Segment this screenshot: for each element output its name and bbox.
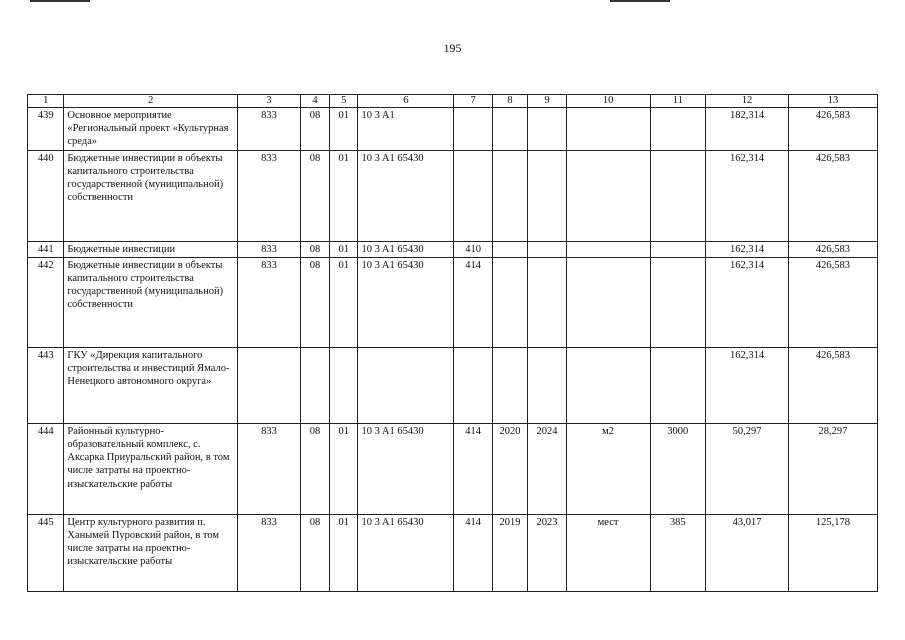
cell-col10: мест [566, 514, 650, 591]
cell-col9 [528, 241, 566, 257]
row-name: Районный культурно-образовательный комплекс, с. Аксарка Приуральский район, в том числе затраты на проектно-изыскательские работы [64, 423, 238, 514]
cell-col7 [454, 347, 492, 423]
cell-col4: 08 [300, 108, 329, 151]
column-header: 10 [566, 95, 650, 108]
table-row [28, 150, 878, 241]
page-number: 195 [443, 41, 462, 55]
column-header: 5 [330, 95, 358, 108]
row-number: 445 [28, 514, 64, 591]
cell-col4: 08 [300, 423, 329, 514]
column-header: 1 [28, 95, 64, 108]
cell-col5: 01 [330, 257, 358, 347]
cell-col10 [566, 257, 650, 347]
column-header: 4 [300, 95, 329, 108]
column-header: 2 [64, 95, 238, 108]
cell-col12: 43,017 [706, 514, 789, 591]
row-name: Бюджетные инвестиции в объекты капитального строительства государственной (муниципальной) собственности [64, 150, 238, 241]
cell-col8 [492, 347, 527, 423]
cell-col9: 2023 [528, 514, 566, 591]
cell-col13: 426,583 [788, 150, 877, 241]
cell-col11 [650, 257, 706, 347]
cell-col4 [300, 347, 329, 423]
table-row [28, 257, 878, 347]
cell-col9: 2024 [528, 423, 566, 514]
cell-col10: м2 [566, 423, 650, 514]
row-number: 444 [28, 423, 64, 514]
column-header: 13 [788, 95, 877, 108]
cell-col6: 10 3 A1 65430 [358, 514, 454, 591]
cell-col9 [528, 150, 566, 241]
cell-col5: 01 [330, 150, 358, 241]
row-name: Основное мероприятие «Региональный проект «Культурная среда» [64, 108, 238, 151]
cell-col13: 426,583 [788, 257, 877, 347]
cell-col12: 162,314 [706, 257, 789, 347]
cell-col11 [650, 347, 706, 423]
cell-col9 [528, 108, 566, 151]
cell-col12: 162,314 [706, 241, 789, 257]
cell-col12: 182,314 [706, 108, 789, 151]
cell-col10 [566, 347, 650, 423]
cell-col7: 414 [454, 423, 492, 514]
cell-col11: 3000 [650, 423, 706, 514]
cell-col4: 08 [300, 150, 329, 241]
row-number: 442 [28, 257, 64, 347]
cell-col6: 10 3 A1 [358, 108, 454, 151]
cell-col12: 162,314 [706, 347, 789, 423]
row-name: ГКУ «Дирекция капитального строительства и инвестиций Ямало-Ненецкого автономного округа» [64, 347, 238, 423]
cell-col3 [238, 347, 301, 423]
cell-col11 [650, 241, 706, 257]
row-number: 440 [28, 150, 64, 241]
column-header: 9 [528, 95, 566, 108]
column-header: 8 [492, 95, 527, 108]
cell-col3: 833 [238, 241, 301, 257]
cell-col13: 426,583 [788, 241, 877, 257]
column-header: 7 [454, 95, 492, 108]
cell-col5: 01 [330, 514, 358, 591]
top-rule-left [30, 0, 90, 2]
column-header: 6 [358, 95, 454, 108]
cell-col5: 01 [330, 423, 358, 514]
cell-col6 [358, 347, 454, 423]
cell-col10 [566, 241, 650, 257]
top-rule-right [610, 0, 670, 2]
cell-col9 [528, 347, 566, 423]
cell-col5: 01 [330, 108, 358, 151]
row-name: Бюджетные инвестиции в объекты капитального строительства государственной (муниципальной) собственности [64, 257, 238, 347]
cell-col5: 01 [330, 241, 358, 257]
cell-col13: 28,297 [788, 423, 877, 514]
cell-col3: 833 [238, 108, 301, 151]
cell-col4: 08 [300, 241, 329, 257]
column-header: 11 [650, 95, 706, 108]
row-number: 439 [28, 108, 64, 151]
cell-col8 [492, 241, 527, 257]
cell-col13: 426,583 [788, 347, 877, 423]
row-name: Центр культурного развития п. Ханымей Пуровский район, в том числе затраты на проектно-изыскательские работы [64, 514, 238, 591]
cell-col10 [566, 108, 650, 151]
cell-col7 [454, 150, 492, 241]
cell-col7 [454, 108, 492, 151]
table-row [28, 347, 878, 423]
row-name: Бюджетные инвестиции [64, 241, 238, 257]
cell-col5 [330, 347, 358, 423]
cell-col12: 162,314 [706, 150, 789, 241]
cell-col3: 833 [238, 514, 301, 591]
cell-col7: 414 [454, 257, 492, 347]
cell-col8 [492, 257, 527, 347]
row-number: 441 [28, 241, 64, 257]
budget-table [27, 94, 878, 592]
cell-col6: 10 3 A1 65430 [358, 150, 454, 241]
cell-col3: 833 [238, 150, 301, 241]
cell-col11: 385 [650, 514, 706, 591]
cell-col11 [650, 108, 706, 151]
cell-col11 [650, 150, 706, 241]
cell-col12: 50,297 [706, 423, 789, 514]
cell-col7: 414 [454, 514, 492, 591]
cell-col10 [566, 150, 650, 241]
table-row [28, 423, 878, 514]
cell-col8: 2020 [492, 423, 527, 514]
row-number: 443 [28, 347, 64, 423]
column-header: 12 [706, 95, 789, 108]
cell-col3: 833 [238, 423, 301, 514]
cell-col8: 2019 [492, 514, 527, 591]
cell-col8 [492, 150, 527, 241]
cell-col4: 08 [300, 514, 329, 591]
cell-col13: 426,583 [788, 108, 877, 151]
table-row [28, 241, 878, 257]
column-header: 3 [238, 95, 301, 108]
cell-col6: 10 3 A1 65430 [358, 257, 454, 347]
cell-col3: 833 [238, 257, 301, 347]
header-row [28, 95, 878, 108]
cell-col9 [528, 257, 566, 347]
table-row [28, 514, 878, 591]
cell-col8 [492, 108, 527, 151]
cell-col13: 125,178 [788, 514, 877, 591]
cell-col6: 10 3 A1 65430 [358, 423, 454, 514]
cell-col7: 410 [454, 241, 492, 257]
cell-col6: 10 3 A1 65430 [358, 241, 454, 257]
table-row [28, 108, 878, 151]
cell-col4: 08 [300, 257, 329, 347]
